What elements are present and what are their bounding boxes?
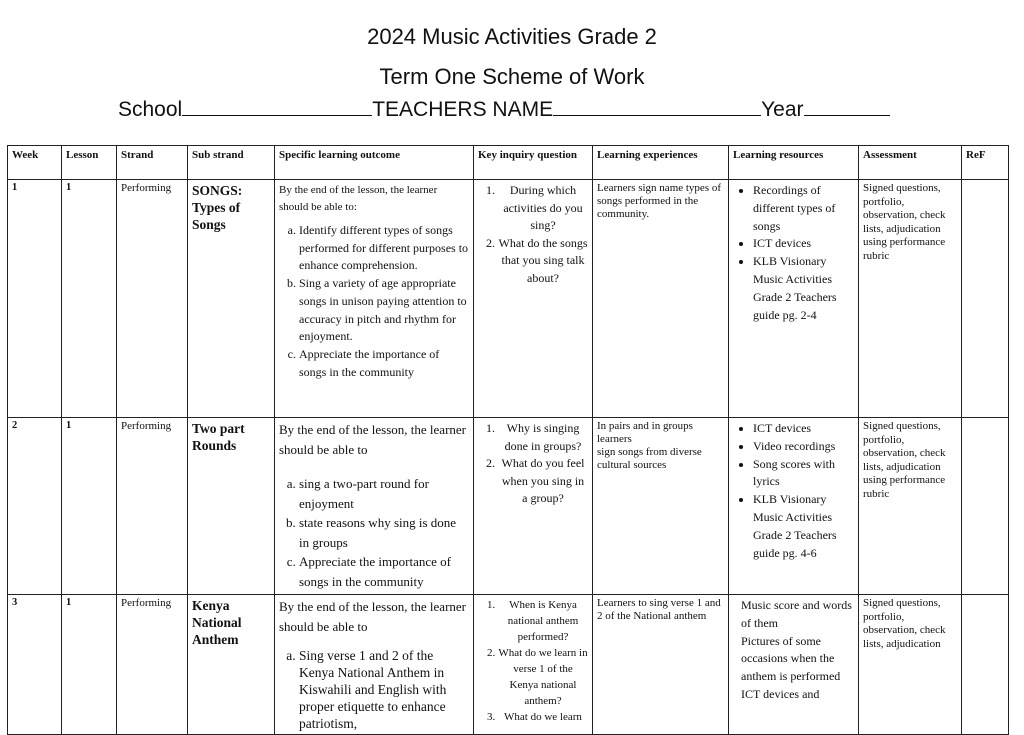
col-lesson: Lesson: [62, 146, 117, 180]
table-row: [8, 180, 1009, 418]
inquiry-item: 1. During which activities do you sing?: [498, 182, 588, 235]
outcome-item: b. Sing a variety of age appropriate songs in unison paying attention to accuracy in pitch and rhythm for enjoyment.: [299, 275, 469, 346]
experiences-cell: Learners to sing verse 1 and 2 of the National anthem: [593, 595, 729, 735]
header-fields-line: [118, 95, 890, 122]
inquiry-cell: [474, 418, 593, 595]
inquiry-item: 2. What do we learn in verse 1 of the Kenya national anthem?: [498, 645, 588, 709]
col-resources: Learning resources: [729, 146, 859, 180]
resources-list: [733, 182, 854, 324]
outcome-item: c. Appreciate the importance of songs in the community: [299, 552, 469, 591]
outcome-intro: By the end of the lesson, the learner should be able to: [279, 422, 466, 457]
inquiry-item: 2. What do the songs that you sing talk about?: [498, 235, 588, 288]
resources-cell: [729, 595, 859, 735]
week-cell: 2: [8, 418, 62, 595]
sub-strand-cell: Two part Rounds: [188, 418, 275, 595]
outcome-cell: [275, 180, 474, 418]
col-outcome: Specific learning outcome: [275, 146, 474, 180]
outcome-item: a. Identify different types of songs performed for different purposes to enhance comprehension.: [299, 222, 469, 275]
resource-item: • ICT devices: [753, 420, 854, 438]
resource-item: • Video recordings: [753, 438, 854, 456]
strand-cell: Performing: [117, 180, 188, 418]
teachers-name-blank: [553, 95, 761, 116]
week-cell: 1: [8, 180, 62, 418]
ref-cell: [962, 595, 1009, 735]
col-assessment: Assessment: [859, 146, 962, 180]
experiences-cell: Learners sign name types of songs performed in the community.: [593, 180, 729, 418]
outcome-intro: By the end of the lesson, the learner should be able to: [279, 599, 466, 634]
document-subtitle: Term One Scheme of Work: [379, 64, 645, 89]
col-ref: ReF: [962, 146, 1009, 180]
table-row: [8, 595, 1009, 735]
ref-cell: [962, 418, 1009, 595]
outcome-item: b. state reasons why sing is done in groups: [299, 513, 469, 552]
sub-strand-cell: SONGS: Types of Songs: [188, 180, 275, 418]
ref-cell: [962, 180, 1009, 418]
scheme-of-work-table: [7, 145, 1009, 735]
outcome-list: [279, 222, 469, 381]
table-header-row: [8, 146, 1009, 180]
resources-cell: [729, 180, 859, 418]
inquiry-cell: [474, 180, 593, 418]
inquiry-list: [478, 420, 588, 508]
inquiry-list: [478, 182, 588, 287]
resource-item: • Song scores with lyrics: [753, 456, 854, 492]
table-row: [8, 418, 1009, 595]
resources-cell: [729, 418, 859, 595]
col-experiences: Learning experiences: [593, 146, 729, 180]
assessment-cell: Signed questions, portfolio, observation, check lists, adjudication: [859, 595, 962, 735]
resource-item: Music score and words of them: [741, 598, 852, 630]
resource-item: Pictures of some occasions when the anthem is performed: [741, 633, 841, 684]
experiences-cell: In pairs and in groups learners sign songs from diverse cultural sources: [593, 418, 729, 595]
inquiry-item: 1. When is Kenya national anthem performed?: [498, 597, 588, 645]
school-label: School: [118, 98, 183, 121]
assessment-cell: Signed questions, portfolio, observation, check lists, adjudication using performance rubric: [859, 418, 962, 595]
sub-strand-cell: Kenya National Anthem: [188, 595, 275, 735]
outcome-item: a. sing a two-part round for enjoyment: [299, 474, 469, 513]
inquiry-cell: [474, 595, 593, 735]
outcome-intro: By the end of the lesson, the learner should be able to:: [279, 184, 438, 213]
strand-cell: Performing: [117, 418, 188, 595]
inquiry-item: 1. Why is singing done in groups?: [498, 420, 588, 455]
assessment-cell: Signed questions, portfolio, observation, check lists, adjudication using performance rubric: [859, 180, 962, 418]
resource-item: • ICT devices: [753, 235, 854, 253]
year-blank: [804, 95, 890, 116]
outcome-cell: [275, 418, 474, 595]
strand-cell: Performing: [117, 595, 188, 735]
col-strand: Strand: [117, 146, 188, 180]
resource-item: ICT devices and: [741, 686, 820, 701]
outcome-cell: [275, 595, 474, 735]
outcome-item: c. Appreciate the importance of songs in the community: [299, 346, 469, 381]
col-week: Week: [8, 146, 62, 180]
inquiry-item: 2. What do you feel when you sing in a group?: [498, 455, 588, 508]
outcome-item: a. Sing verse 1 and 2 of the Kenya National Anthem in Kiswahili and English with proper etiquette to enhance patriotism,: [299, 647, 469, 732]
teachers-name-label: TEACHERS NAME: [372, 98, 554, 121]
resource-item: • Recordings of different types of songs: [753, 182, 854, 235]
school-blank: [182, 95, 372, 116]
inquiry-list: [478, 597, 588, 725]
resource-item: • KLB Visionary Music Activities Grade 2 Teachers guide pg. 2-4: [753, 253, 854, 324]
outcome-list: [279, 474, 469, 591]
lesson-cell: 1: [62, 180, 117, 418]
resources-list: [733, 420, 854, 562]
resource-item: • KLB Visionary Music Activities Grade 2 Teachers guide pg. 4-6: [753, 491, 854, 562]
year-label: Year: [761, 98, 804, 121]
inquiry-item: 3. What do we learn: [498, 709, 588, 725]
outcome-list: [279, 647, 469, 732]
lesson-cell: 1: [62, 418, 117, 595]
week-cell: 3: [8, 595, 62, 735]
lesson-cell: 1: [62, 595, 117, 735]
col-inquiry: Key inquiry question: [474, 146, 593, 180]
document-title: 2024 Music Activities Grade 2: [367, 24, 657, 49]
col-sub-strand: Sub strand: [188, 146, 275, 180]
